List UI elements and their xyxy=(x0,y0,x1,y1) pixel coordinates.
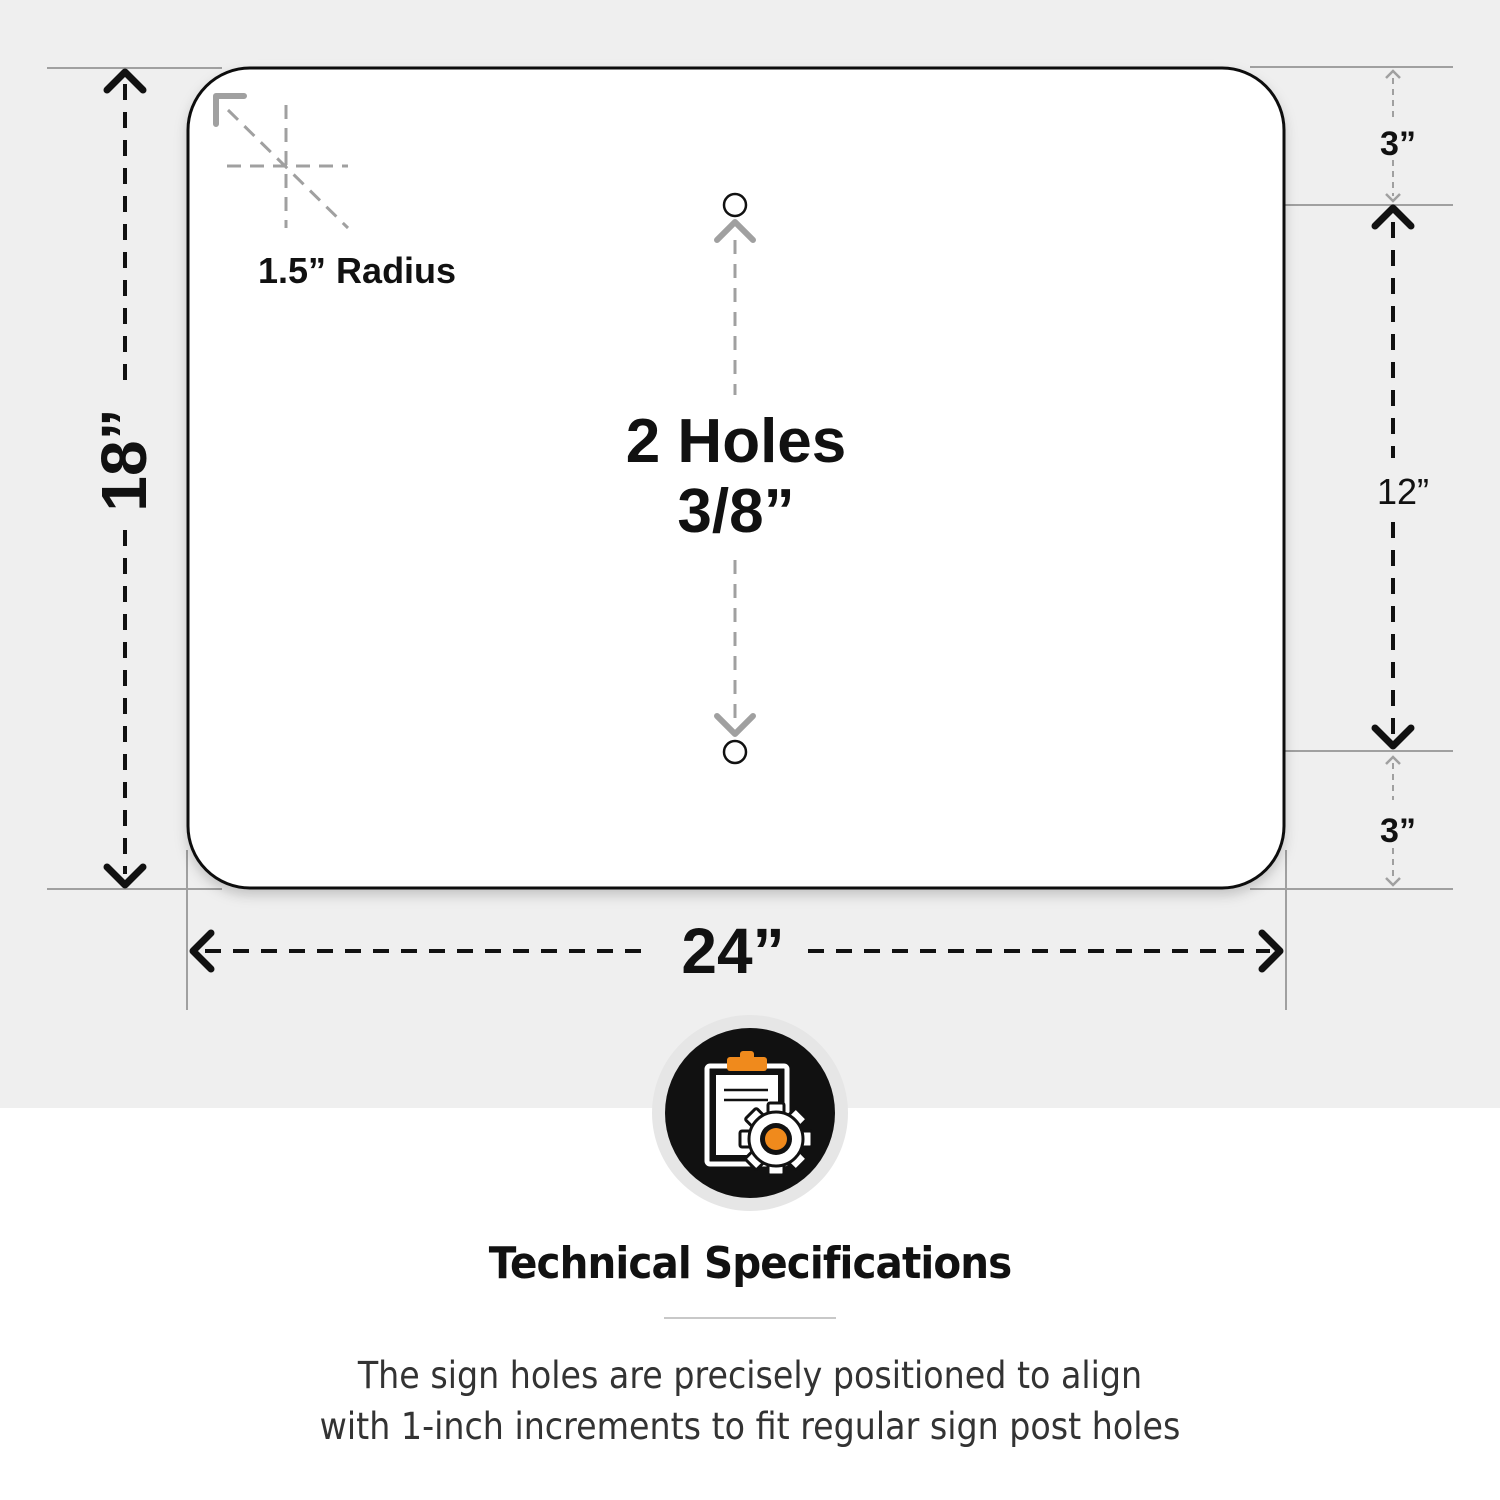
bottom-offset-label: 3” xyxy=(1380,812,1416,850)
height-label: 18” xyxy=(88,408,160,512)
corner-radius-label: 1.5” Radius xyxy=(258,250,457,291)
arrow-down-icon xyxy=(1386,878,1400,885)
arrow-up-icon xyxy=(1386,71,1400,78)
description-line: The sign holes are precisely positioned to align xyxy=(357,1354,1143,1397)
bottom-hole xyxy=(724,741,746,763)
holes-count-label: 2 Holes xyxy=(625,407,847,476)
hole-spacing-label: 12” xyxy=(1376,471,1430,512)
description-line: with 1-inch increments to fit regular sign post holes xyxy=(319,1405,1181,1448)
width-label: 24” xyxy=(681,915,785,987)
top-hole xyxy=(724,194,746,216)
specs-title: Technical Specifications xyxy=(488,1238,1012,1289)
arrow-up-icon xyxy=(1386,757,1400,764)
top-offset-label: 3” xyxy=(1380,125,1416,163)
clipboard-gear-icon xyxy=(652,1015,848,1211)
hole-size-label: 3/8” xyxy=(677,477,795,546)
specs-description xyxy=(75,1350,1425,1452)
title-divider xyxy=(664,1317,836,1319)
